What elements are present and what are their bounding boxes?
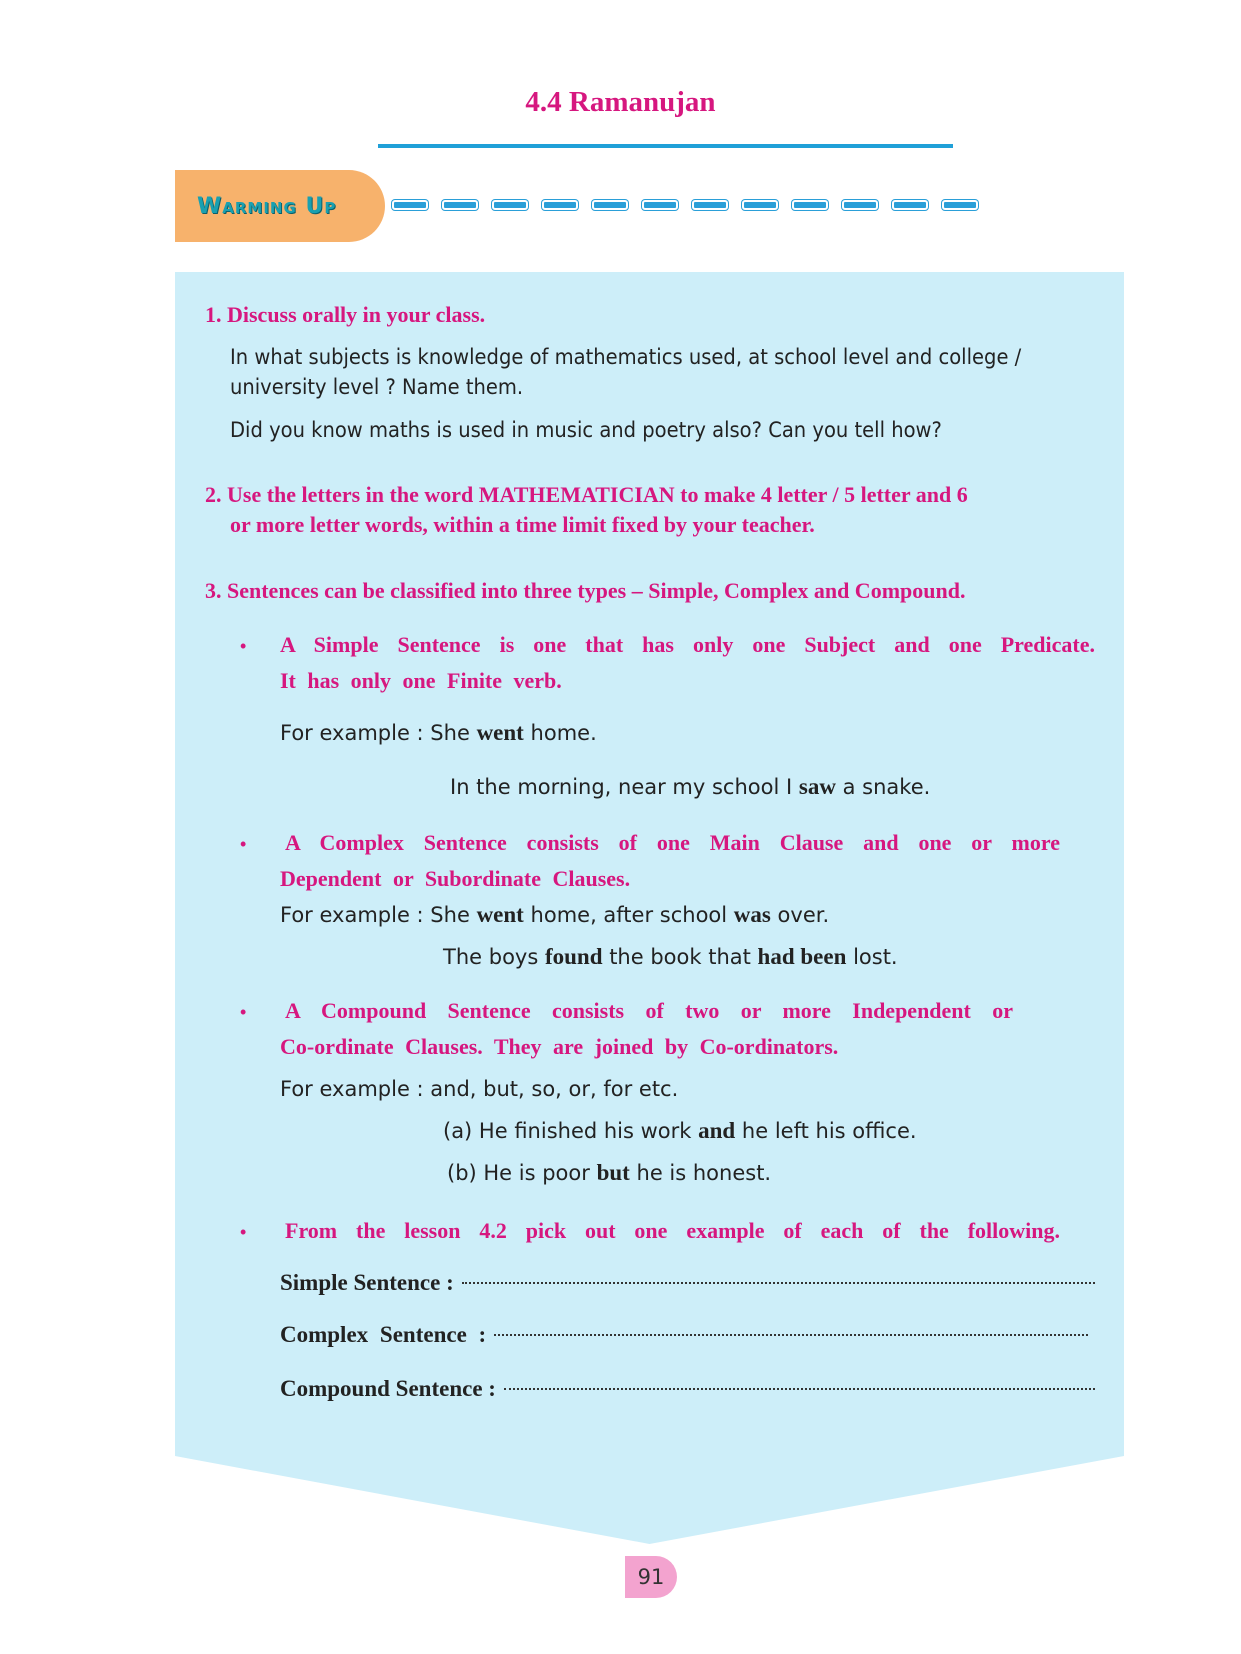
text-span: For example : She xyxy=(280,903,470,927)
dash xyxy=(942,200,978,210)
dash xyxy=(642,200,678,210)
compound-example-b xyxy=(447,1158,771,1188)
dash xyxy=(742,200,778,210)
title-underline xyxy=(378,144,953,148)
complex-example-1 xyxy=(280,900,829,930)
simple-example-1 xyxy=(280,718,597,748)
bold-conjunction: and xyxy=(698,1118,736,1143)
compound-example-a xyxy=(443,1116,917,1146)
bullet-compound: • xyxy=(240,1002,247,1022)
text-span: (a) He finished his work xyxy=(443,1119,692,1143)
dash xyxy=(692,200,728,210)
text-span: The boys xyxy=(443,945,539,969)
warming-up-label: Warming Up xyxy=(197,193,337,219)
bold-verb: saw xyxy=(798,774,836,799)
dash xyxy=(492,200,528,210)
q2-line1: 2. Use the letters in the word MATHEMATICIAN to make 4 letter / 5 letter and 6 xyxy=(205,482,968,507)
text-span: In the morning, near my school I xyxy=(450,775,793,799)
q1-line2: university level ? Name them. xyxy=(230,375,524,399)
dash xyxy=(592,200,628,210)
bold-verb: had been xyxy=(757,944,847,969)
fill-simple-row[interactable] xyxy=(280,1270,1095,1296)
text-span: home. xyxy=(530,721,597,745)
text-span: a snake. xyxy=(842,775,931,799)
bullet-complex: • xyxy=(240,834,247,854)
bold-verb: went xyxy=(476,902,524,927)
text-span: (b) He is poor xyxy=(447,1161,590,1185)
fill-complex-row[interactable] xyxy=(280,1322,1088,1348)
text-span: he is honest. xyxy=(636,1161,772,1185)
bold-conjunction: but xyxy=(596,1160,630,1185)
simple-def-line1: A Simple Sentence is one that has only one Subject and one Predicate. xyxy=(280,632,1095,657)
page-number: 91 xyxy=(625,1556,677,1598)
q3-heading: 3. Sentences can be classified into three types – Simple, Complex and Compound. xyxy=(205,578,966,603)
dash xyxy=(392,200,428,210)
fill-compound-row[interactable] xyxy=(280,1376,1095,1402)
q2-line2: or more letter words, within a time limit fixed by your teacher. xyxy=(230,512,815,537)
dash xyxy=(542,200,578,210)
text-span: over. xyxy=(777,903,830,927)
text-span: home, after school xyxy=(530,903,728,927)
text-span: For example : She xyxy=(280,721,470,745)
complex-def-line2: Dependent or Subordinate Clauses. xyxy=(280,866,631,891)
text-span: the book that xyxy=(609,945,751,969)
simple-def-line2: It has only one Finite verb. xyxy=(280,668,562,693)
q1-line3: Did you know maths is used in music and poetry also? Can you tell how? xyxy=(230,418,942,442)
bold-verb: went xyxy=(476,720,524,745)
dash xyxy=(892,200,928,210)
compound-def-line2: Co-ordinate Clauses. They are joined by Co-ordinators. xyxy=(280,1034,839,1059)
fill-compound-blank[interactable] xyxy=(504,1388,1095,1390)
warming-up-tab xyxy=(175,170,385,242)
dash xyxy=(442,200,478,210)
dash xyxy=(792,200,828,210)
bullet-task: • xyxy=(240,1222,247,1242)
complex-def-line1: A Complex Sentence consists of one Main Clause and one or more xyxy=(285,830,1060,855)
fill-simple-label: Simple Sentence : xyxy=(280,1270,454,1295)
bullet-simple: • xyxy=(240,636,247,656)
complex-example-2 xyxy=(443,942,898,972)
text-span: lost. xyxy=(853,945,898,969)
text-span: he left his office. xyxy=(741,1119,917,1143)
task-instruction: From the lesson 4.2 pick out one example of each of the following. xyxy=(285,1218,1060,1243)
dash-decoration xyxy=(392,200,992,212)
fill-simple-blank[interactable] xyxy=(462,1282,1095,1284)
bold-verb: found xyxy=(544,944,603,969)
dash xyxy=(842,200,878,210)
bold-verb: was xyxy=(733,902,771,927)
q1-heading: 1. Discuss orally in your class. xyxy=(205,302,486,327)
compound-example-intro: For example : and, but, so, or, for etc. xyxy=(280,1077,679,1101)
q1-line1: In what subjects is knowledge of mathematics used, at school level and college / xyxy=(230,345,1022,369)
page-title: 4.4 Ramanujan xyxy=(525,86,716,118)
fill-compound-label: Compound Sentence : xyxy=(280,1376,496,1401)
compound-def-line1: A Compound Sentence consists of two or more Independent or xyxy=(285,998,1013,1023)
fill-complex-blank[interactable] xyxy=(494,1334,1088,1336)
fill-complex-label: Complex Sentence : xyxy=(280,1322,487,1347)
simple-example-2 xyxy=(450,772,930,802)
